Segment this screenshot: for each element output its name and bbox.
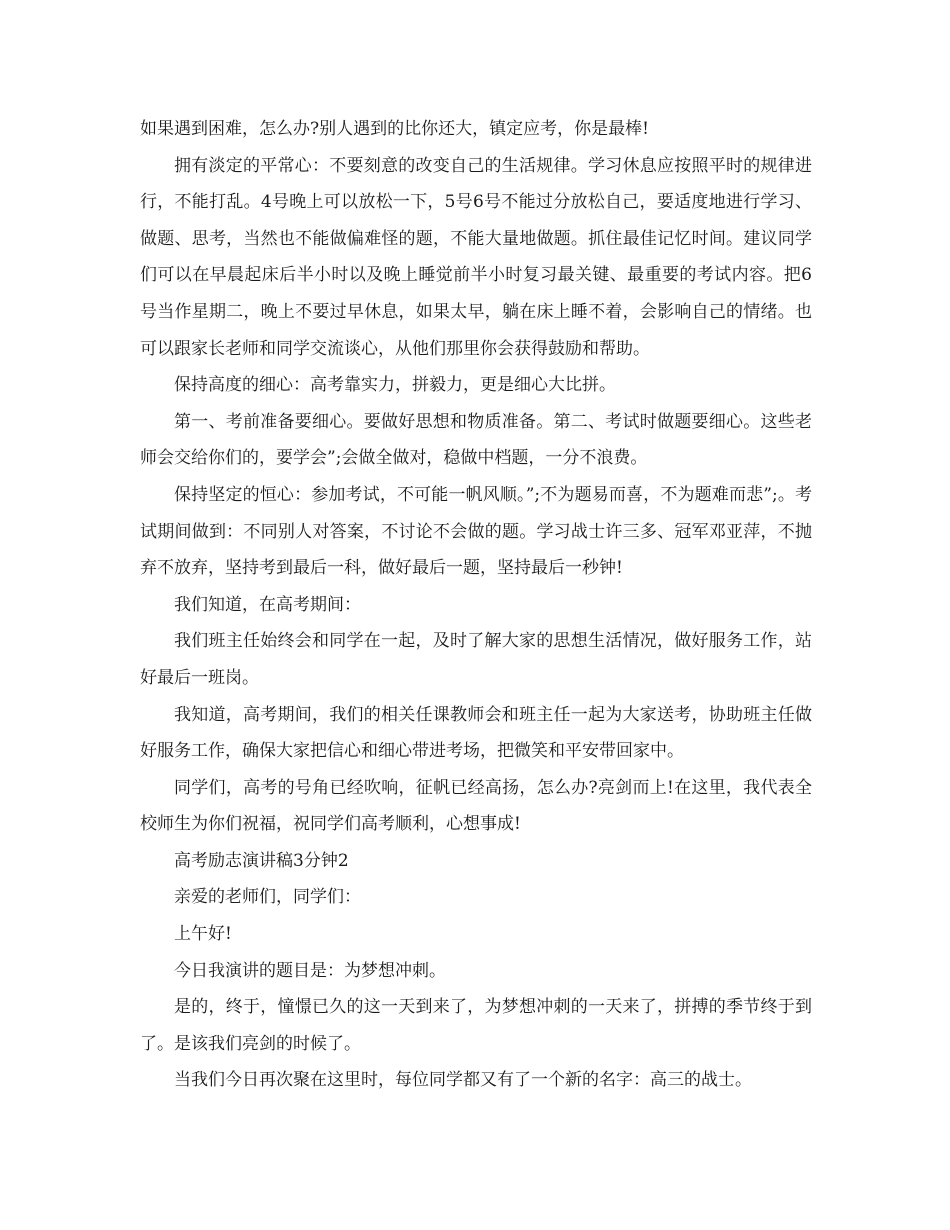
paragraph-2: 拥有淡定的平常心：不要刻意的改变自己的生活规律。学习休息应按照平时的规律进行，不能打乱。4号晚上可以放松一下，5号6号不能过分放松自己，要适度地进行学习、做题、思考，当然也不能做偏难怪的题，不能大量地做题。抓住最佳记忆时间。建议同学们可以在早晨起床后半小时以及晚上睡觉前半小时复习最关键、最重要的考试内容。把6号当作星期二，晚上不要过早休息，如果太早，躺在床上睡不着，会影响自己的情绪。也可以跟家长老师和同学交流谈心，从他们那里你会获得鼓励和帮助。 (140, 155, 812, 359)
paragraph-4: 第一、考前准备要细心。要做好思想和物质准备。第二、考试时做题要细心。这些老师会交给你们的，要学会”;会做全做对，稳做中档题，一分不浪费。 (140, 411, 812, 469)
paragraph-1: 如果遇到困难，怎么办?别人遇到的比你还大，镇定应考，你是最棒! (140, 119, 649, 139)
paragraph-8: 我知道，高考期间，我们的相关任课教师会和班主任一起为大家送考，协助班主任做好服务工作，确保大家把信心和细心带进考场，把微笑和平安带回家中。 (140, 704, 812, 762)
paragraph-6: 我们知道，在高考期间： (174, 594, 361, 615)
paragraph-7: 我们班主任始终会和同学在一起，及时了解大家的思想生活情况，做好服务工作，站好最后一班岗。 (140, 631, 812, 688)
paragraph-5: 保持坚定的恒心：参加考试，不可能一帆风顺。”;不为题易而喜，不为题难而悲”;。考试期间做到：不同别人对答案，不讨论不会做的题。学习战士许三多、冠军邓亚萍，不抛弃不放弃，坚持考到最后一科，做好最后一题，坚持最后一秒钟! (140, 484, 812, 579)
paragraph-13: 今日我演讲的题目是：为梦想冲刺。 (174, 960, 446, 981)
paragraph-14: 是的，终于，憧憬已久的这一天到来了，为梦想冲刺的一天来了，拼搏的季节终于到了。是该我们亮剑的时候了。 (140, 997, 812, 1054)
document-body (140, 111, 812, 1099)
paragraph-3: 保持高度的细心：高考靠实力，拼毅力，更是细心大比拼。 (174, 375, 616, 396)
section-title: 高考励志演讲稿3分钟2 (174, 850, 349, 871)
paragraph-9: 同学们，高考的号角已经吹响，征帆已经高扬，怎么办?亮剑而上!在这里，我代表全校师生为你们祝福，祝同学们高考顺利，心想事成! (140, 777, 812, 835)
greeting: 上午好! (174, 924, 232, 945)
paragraph-15: 当我们今日再次聚在这里时，每位同学都又有了一个新的名字：高三的战士。 (174, 1070, 752, 1091)
salutation: 亲爱的老师们，同学们： (174, 887, 361, 908)
